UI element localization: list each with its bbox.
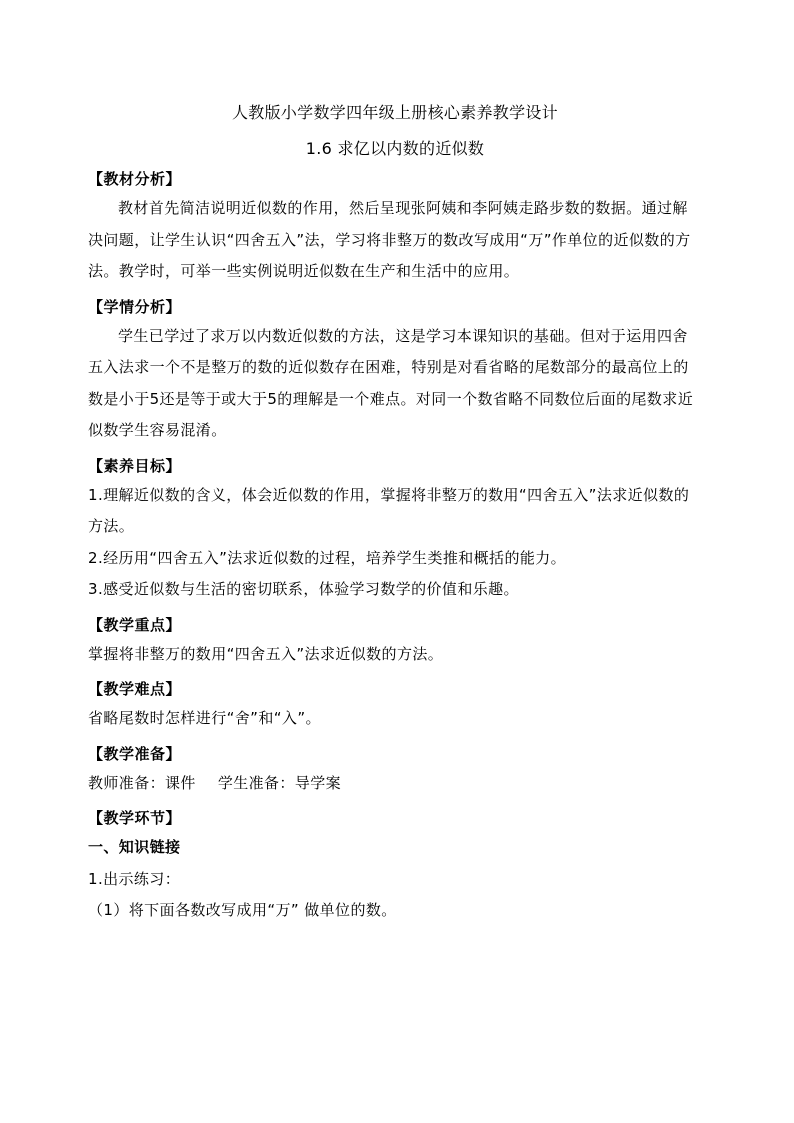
document-title: 人教版小学数学四年级上册核心素养教学设计 [231,103,558,122]
section-heading-learner: 【学情分析】 [88,297,182,316]
goal-item: 2.经历用“四舍五入”法求近似数的过程，培养学生类推和概括的能力。 [88,548,567,567]
section-heading-goals: 【素养目标】 [88,456,182,475]
section-heading-analysis: 【教材分析】 [88,170,182,188]
difficulty-text: 省略尾数时怎样进行“舍”和“入”。 [88,709,321,727]
section-heading-key-points: 【教学重点】 [88,615,182,634]
teacher-preparation: 教师准备：课件 [88,773,196,792]
exercise-subitem: （1）将下面各数改写成用“万” 做单位的数。 [88,901,397,919]
analysis-paragraph: 教材首先简洁说明近似数的作用，然后呈现张阿姨和李阿姨走路步数的数据。通过解决问题，让学生认识“四舍五入”法，学习将非整万的数改写成用“万”作单位的近似数的方法。教学时，可举一些实例说明近似数在生产和生活中的应用。 [88,199,691,280]
lesson-title: 1.6 求亿以内数的近似数 [305,139,485,158]
goals-list [88,480,702,606]
section-heading-difficulty: 【教学难点】 [88,680,182,698]
document-page [88,100,702,927]
preparation-line [88,768,702,800]
section-heading-process: 【教学环节】 [88,809,182,827]
part-one-heading: 一、知识链接 [88,838,181,856]
goal-item: 3.感受近似数与生活的密切联系，体验学习数学的价值和乐趣。 [88,580,519,598]
goal-item: 1.理解近似数的含义，体会近似数的作用，掌握将非整万的数用“四舍五入”法求近似数的方法。 [88,485,690,535]
learner-paragraph: 学生已学过了求万以内数近似数的方法，这是学习本课知识的基础。但对于运用四舍五入法求一个不是整万的数的近似数存在困难，特别是对看省略的尾数部分的最高位上的数是小于5还是等于或大于5的理解是一个难点。对同一个数省略不同数位后面的尾数求近似数学生容易混淆。 [88,326,694,439]
exercise-item: 1.出示练习： [88,869,181,888]
key-points-text: 掌握将非整万的数用“四舍五入”法求近似数的方法。 [88,644,444,663]
student-preparation: 学生准备：导学案 [217,773,342,792]
section-heading-preparation: 【教学准备】 [88,744,182,763]
